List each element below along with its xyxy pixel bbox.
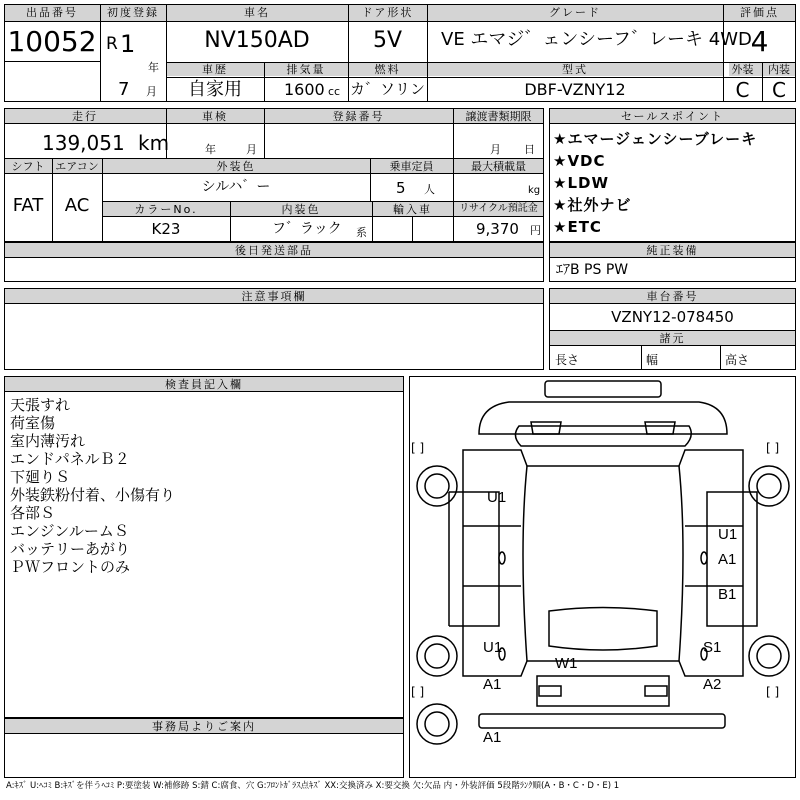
recycle-deposit: 9,370 [476,220,519,238]
max-load-unit: kg [528,185,541,196]
door-type-label: ドア形状 [361,6,414,19]
equipment-label: 純正装備 [646,244,699,257]
interior-color-unit: 系 [356,226,367,239]
registration-month: 7 [118,79,130,100]
month-unit: 月 [146,85,157,98]
model-name: NV150AD [204,28,310,53]
capacity-unit: 人 [424,183,435,196]
interior-color-label: 内装色 [281,203,321,216]
sales-point: ★エマージェンシーブレーキ [553,130,758,148]
damage-code: W1 [555,655,578,672]
damage-code: A1 [483,729,502,746]
exterior-color: シルハ゛ー [201,179,271,195]
registration-number-label: 登録番号 [332,110,385,123]
lot-number-label: 出品番号 [26,6,78,19]
color-number: K23 [151,220,181,238]
damage-code: S1 [703,639,722,656]
transfer-day-unit: 日 [524,143,535,156]
transfer-month-unit: 月 [490,143,501,156]
interior-label: 内装 [768,63,790,76]
damage-code: B1 [718,586,737,603]
grade-label: グレード [549,6,601,19]
equipment-value: ｴｱB PS PW [556,262,629,278]
capacity-label: 乗車定員 [389,160,434,173]
exterior-label: 外装 [731,63,754,76]
era: R [106,34,118,54]
diagram-bracket: [ ] [411,441,425,455]
import-label: 輸入車 [393,203,432,216]
shift-label: シフト [11,160,45,173]
inspector-line: 外装鉄粉付着、小傷有り [10,486,176,504]
inspector-line: エンドパネルＢ２ [10,450,130,468]
chassis-number: VZNY12-078450 [611,308,734,326]
mileage-label: 走行 [72,110,98,123]
inspector-line: 下廻りＳ [10,468,71,486]
diagram-bracket: [ ] [766,441,780,455]
mileage-unit: km [138,131,170,155]
inspector-label: 検査員記入欄 [165,378,243,391]
specs-label: 諸元 [659,332,686,345]
displacement-label: 排気量 [286,63,326,76]
spec-height: 高さ [725,353,750,367]
recycle-label: リサイクル預託金 [459,203,538,214]
damage-code: A2 [703,676,722,693]
transfer-deadline-label: 譲渡書類期限 [465,110,532,123]
damage-code: U1 [487,489,507,506]
model-code: DBF-VZNY12 [524,80,626,99]
damage-code: U1 [483,639,503,656]
first-registration-label: 初度登録 [107,6,159,19]
spec-length: 長さ [555,353,580,367]
inspector-line: 室内薄汚れ [10,432,86,450]
sales-point: ★ETC [553,218,602,236]
inspector-line: ＰＷフロントのみ [10,558,131,576]
office-label: 事務局よりご案内 [152,720,256,733]
exterior-grade: C [735,78,750,102]
inspection-label: 車検 [202,110,228,123]
inspector-line: 荷室傷 [10,414,56,432]
mileage: 139,051 [42,131,125,155]
damage-code: A1 [718,551,737,568]
sales-point: ★LDW [553,174,610,192]
diagram-bracket: [ ] [411,685,425,699]
year-unit: 年 [148,61,159,74]
inspector-line: 天張すれ [10,396,71,414]
door-type: 5V [372,28,403,53]
sales-point: ★VDC [553,152,606,170]
model-code-label: 型式 [562,63,588,76]
inspection-month-unit: 月 [246,143,257,156]
history: 自家用 [188,79,242,100]
history-label: 車歴 [202,63,228,76]
interior-color: フ゛ラック [272,221,342,237]
lot-number: 10052 [7,25,97,58]
recycle-unit: 円 [530,224,541,237]
color-number-label: カラーNo. [134,203,198,216]
sales-points-label: セールスポイント [620,110,724,123]
displacement: 1600 [284,80,325,99]
chassis-label: 車台番号 [646,290,699,303]
fuel: カ゛ソリン [349,80,425,98]
car-name-label: 車名 [244,6,270,19]
notes-label: 注意事項欄 [241,290,307,303]
damage-code: A1 [483,676,502,693]
max-load-label: 最大積載量 [471,160,526,173]
later-parts-label: 後日発送部品 [235,244,313,257]
grade: VE エマジ゛ェンシーフ゛レーキ 4WD [441,29,752,50]
sales-points-list [553,128,757,238]
exterior-color-label: 外装色 [216,160,256,173]
displacement-unit: cc [328,85,341,98]
car-body-diagram [409,376,796,778]
diagram-bracket: [ ] [766,685,780,699]
aircon-label: エアコン [55,160,99,173]
inspector-line: エンジンルームＳ [10,522,129,540]
inspector-notes [10,396,175,576]
aircon: AC [64,195,90,216]
score-label: 評価点 [740,6,779,19]
score: 4 [750,25,769,58]
spec-width: 幅 [646,353,659,367]
inspector-line: バッテリーあがり [10,540,131,558]
sales-point: ★社外ナビ [553,196,632,214]
registration-year: 1 [120,30,136,58]
interior-grade: C [772,78,786,102]
shift: FAT [12,195,44,216]
damage-code: U1 [718,526,738,543]
inspector-line: 各部Ｓ [10,504,56,522]
fuel-label: 燃料 [374,63,401,76]
inspection-year-unit: 年 [205,143,216,156]
capacity: 5 [396,179,406,197]
legend: A:ｷｽﾞ U:ﾍｺﾐ B:ｷｽﾞを伴うﾍｺﾐ P:要塗装 W:補修跡 S:錆 C:腐食、穴 G:ﾌﾛﾝﾄｶﾞﾗｽ点ｷｽﾞ XX:交換済み X:要交換 欠:欠品 内・外装評価 5段階ﾗﾝｸ順(A・B・C・D・E) 1 [6,781,620,791]
